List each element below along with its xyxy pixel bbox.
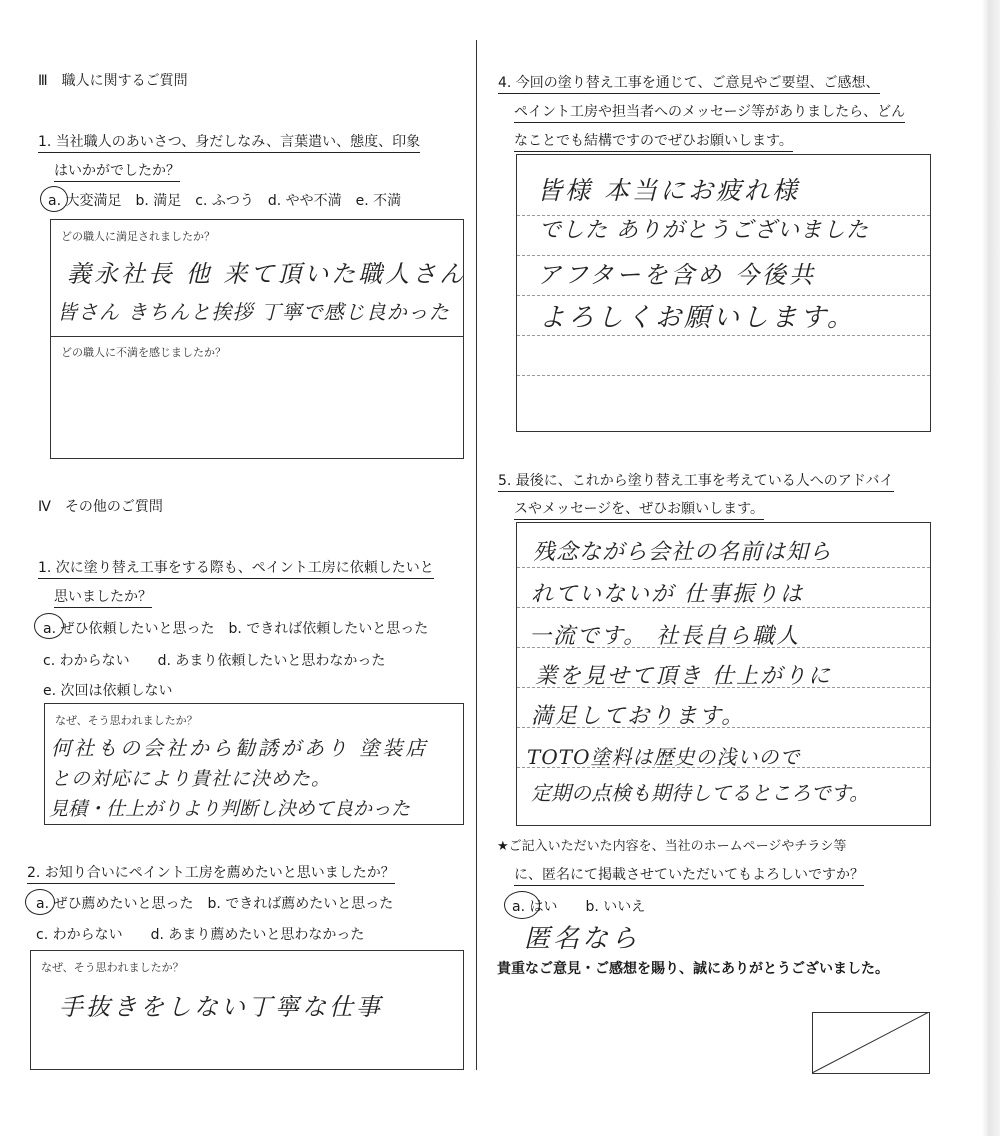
q2-box-label: なぜ、そう思われましたか？ xyxy=(55,714,198,727)
q4-text-line3: なことでも結構ですのでぜひお願いします。 xyxy=(514,130,793,152)
q5-handwriting-line7: 定期の点検も期待してるところです。 xyxy=(531,781,870,805)
q5-handwriting-line5: 満足しております。 xyxy=(531,704,746,729)
scan-edge xyxy=(982,0,1000,1136)
q1-box-label-satisfied: どの職人に満足されましたか？ xyxy=(61,230,215,243)
consent-options: a. はい b. いいえ xyxy=(512,899,646,915)
q1-comment-box xyxy=(50,219,467,459)
q5-handwriting-line1: 残念ながら会社の名前は知ら xyxy=(533,540,833,565)
thank-you-message: 貴重なご意見・ご感想を賜り、誠にありがとうございました。 xyxy=(497,961,889,977)
q2-handwriting-line2: との対応により貴社に決めた。 xyxy=(51,768,332,790)
q3-options-line1: a. ぜひ薦めたいと思った b. できれば薦めたいと思った xyxy=(36,896,394,912)
q2-text-line2: 思いましたか？ xyxy=(54,586,152,608)
q3-handwriting: 手抜きをしない丁寧な仕事 xyxy=(59,993,383,1021)
q1-text-line2: はいかがでしたか？ xyxy=(54,160,180,182)
q2-handwriting-line1: 何社もの会社から勧誘があり 塗装店 xyxy=(51,736,429,760)
q2-text-line1: 1. 次に塗り替え工事をする際も、ペイント工房に依頼したいと xyxy=(38,557,434,579)
q1-text-line1: 1. 当社職人のあいさつ、身だしなみ、言葉遣い、態度、印象 xyxy=(38,131,420,153)
q5-handwriting-line2: れていないが 仕事振りは xyxy=(531,582,804,607)
q2-options-line1: a. ぜひ依頼したいと思った b. できれば依頼したいと思った xyxy=(43,621,429,637)
q5-text-line1: 5. 最後に、これから塗り替え工事を考えている人へのアドバイ xyxy=(498,470,894,492)
q3-text: 2. お知り合いにペイント工房を薦めたいと思いましたか？ xyxy=(27,862,395,884)
publish-consent-note-line2: に、匿名にて掲載させていただいてもよろしいですか？ xyxy=(514,864,864,886)
q1-box-divider xyxy=(51,336,463,337)
q1-box-label-unsatisfied: どの職人に不満を感じましたか？ xyxy=(61,346,226,359)
consent-handwriting: 匿名なら xyxy=(524,924,641,954)
section3-title: Ⅲ 職人に関するご質問 xyxy=(38,73,188,89)
q5-handwriting-line4: 業を見せて頂き 仕上がりに xyxy=(535,664,832,689)
column-divider xyxy=(476,40,477,1070)
q1-handwriting-line1: 義永社長 他 来て頂いた職人さん xyxy=(67,260,467,288)
q1-handwriting-line2: 皆さん きちんと挨拶 丁寧で感じ良かった xyxy=(57,300,450,324)
q4-text-line1: 4. 今回の塗り替え工事を通じて、ご意見やご要望、ご感想、 xyxy=(498,72,880,94)
q4-text-line2: ペイント工房や担当者へのメッセージ等がありましたら、どん xyxy=(514,101,905,123)
q3-box-label: なぜ、そう思われましたか？ xyxy=(41,961,184,974)
q1-options: a. 大変満足 b. 満足 c. ふつう d. やや不満 e. 不満 xyxy=(48,193,402,209)
q2-options-line3: e. 次回は依頼しない xyxy=(43,683,173,699)
q2-options-line2: c. わからない d. あまり依頼したいと思わなかった xyxy=(43,653,386,669)
section4-title: Ⅳ その他のご質問 xyxy=(38,499,163,515)
q4-handwriting-line2: でした ありがとうございました xyxy=(539,218,869,243)
q2-handwriting-line3: 見積・仕上がりより判断し決めて良かった xyxy=(49,798,411,820)
publish-consent-note-line1: ★ご記入いただいた内容を、当社のホームページやチラシ等 xyxy=(497,839,847,854)
q4-handwriting-line4: よろしくお願いします。 xyxy=(539,303,856,333)
q2-comment-box xyxy=(44,703,464,825)
q5-handwriting-line6: TOTO塗料は歴史の浅いので xyxy=(527,745,801,769)
q4-handwriting-line3: アフターを含め 今後共 xyxy=(537,261,816,289)
stamp-box xyxy=(812,1012,930,1074)
q5-comment-box xyxy=(516,522,931,826)
q4-handwriting-line1: 皆様 本当にお疲れ様 xyxy=(537,176,800,205)
q5-text-line2: スやメッセージを、ぜひお願いします。 xyxy=(514,498,764,520)
q3-options-line2: c. わからない d. あまり薦めたいと思わなかった xyxy=(36,927,365,943)
q3-comment-box xyxy=(30,950,464,1070)
q5-handwriting-line3: 一流です。 社長自ら職人 xyxy=(529,624,801,649)
q4-comment-box xyxy=(516,154,931,432)
